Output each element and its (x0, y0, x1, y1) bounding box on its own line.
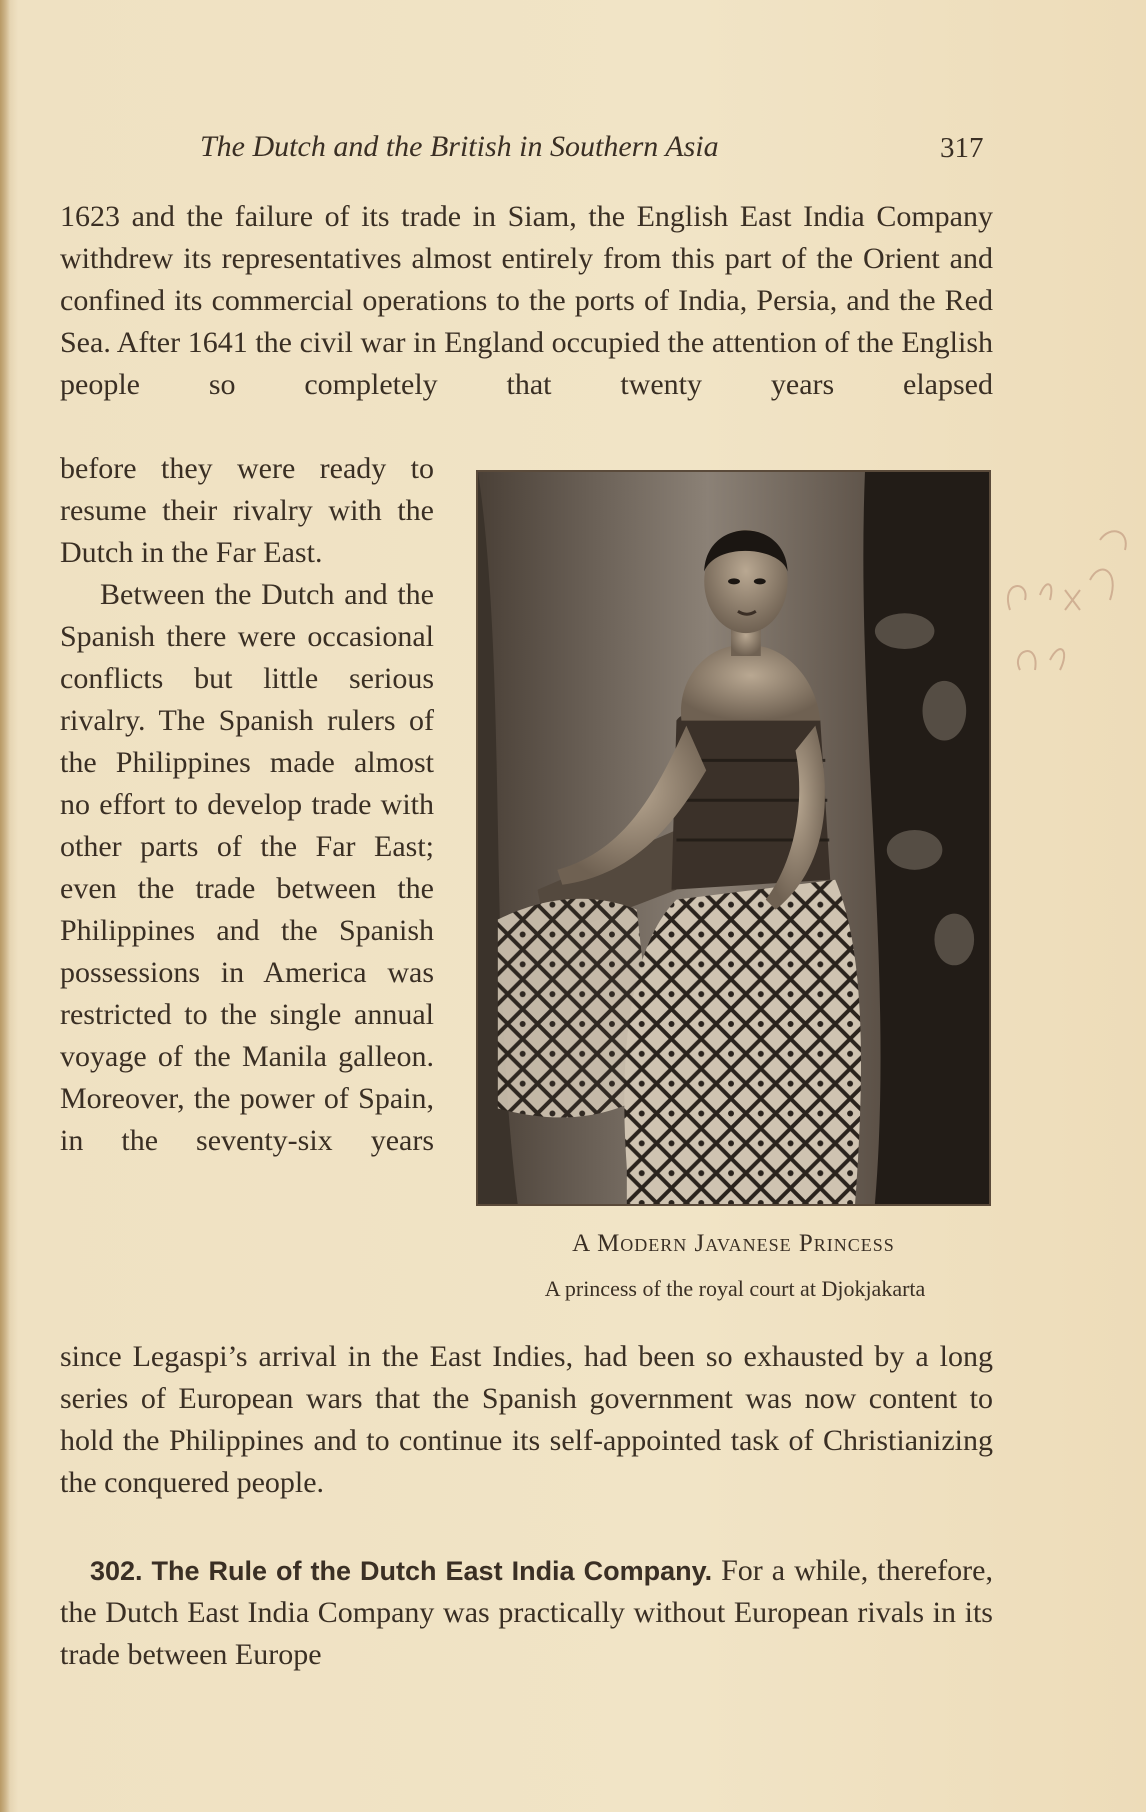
paragraph-1: 1623 and the failure of its trade in Siam, the English East India Company withdrew its representatives almost entirely from this part of the Orient and confined its commercial operations to the ports of India, Persia, and the Red Sea. After 1641 the civil war in England occupied the attention of the English people so completely that twenty years elapsed (60, 200, 993, 401)
paragraph-4: since Legaspi’s arrival in the East Indies, had been so exhausted by a long series of European wars that the Spanish government was now content to hold the Philippines and to continue its self-appointed task of Christianizing the conquered people. (60, 1340, 993, 1499)
paragraph-2: before they were ready to resume their rivalry with the Dutch in the Far East. (60, 452, 434, 569)
princess-photograph (476, 470, 991, 1206)
running-header (200, 130, 1000, 170)
photo-illustration (478, 472, 989, 1204)
page-number: 317 (940, 132, 984, 164)
paragraph-5-text: For a while, therefore, the Dutch East India Company was practically without European rivals in its trade between Europe (60, 1554, 993, 1671)
pencil-marginalia-drawing (1000, 520, 1140, 720)
figure-caption-subtitle: A princess of the royal court at Djokjakarta (544, 1276, 926, 1301)
page-spine-shadow (0, 0, 10, 1812)
text-column-beside-figure (60, 448, 434, 1162)
paragraph-5 (60, 1550, 993, 1676)
paragraph-3: Between the Dutch and the Spanish there were occasional conflicts but little serious rivalry. The Spanish rulers of the Philippines made almost no effort to develop trade with other parts of the Far East; even the trade between the Philippines and the Spanish possessions in America was restricted to the single annual voyage of the Manila galleon. Moreover, the power of Spain, in the seventy-six years (60, 578, 434, 1157)
section-heading: 302. The Rule of the Dutch East India Company. (90, 1556, 713, 1586)
figure-caption-title: A Modern Javanese Princess (572, 1230, 895, 1257)
running-title: The Dutch and the British in Southern Asia (200, 130, 719, 163)
